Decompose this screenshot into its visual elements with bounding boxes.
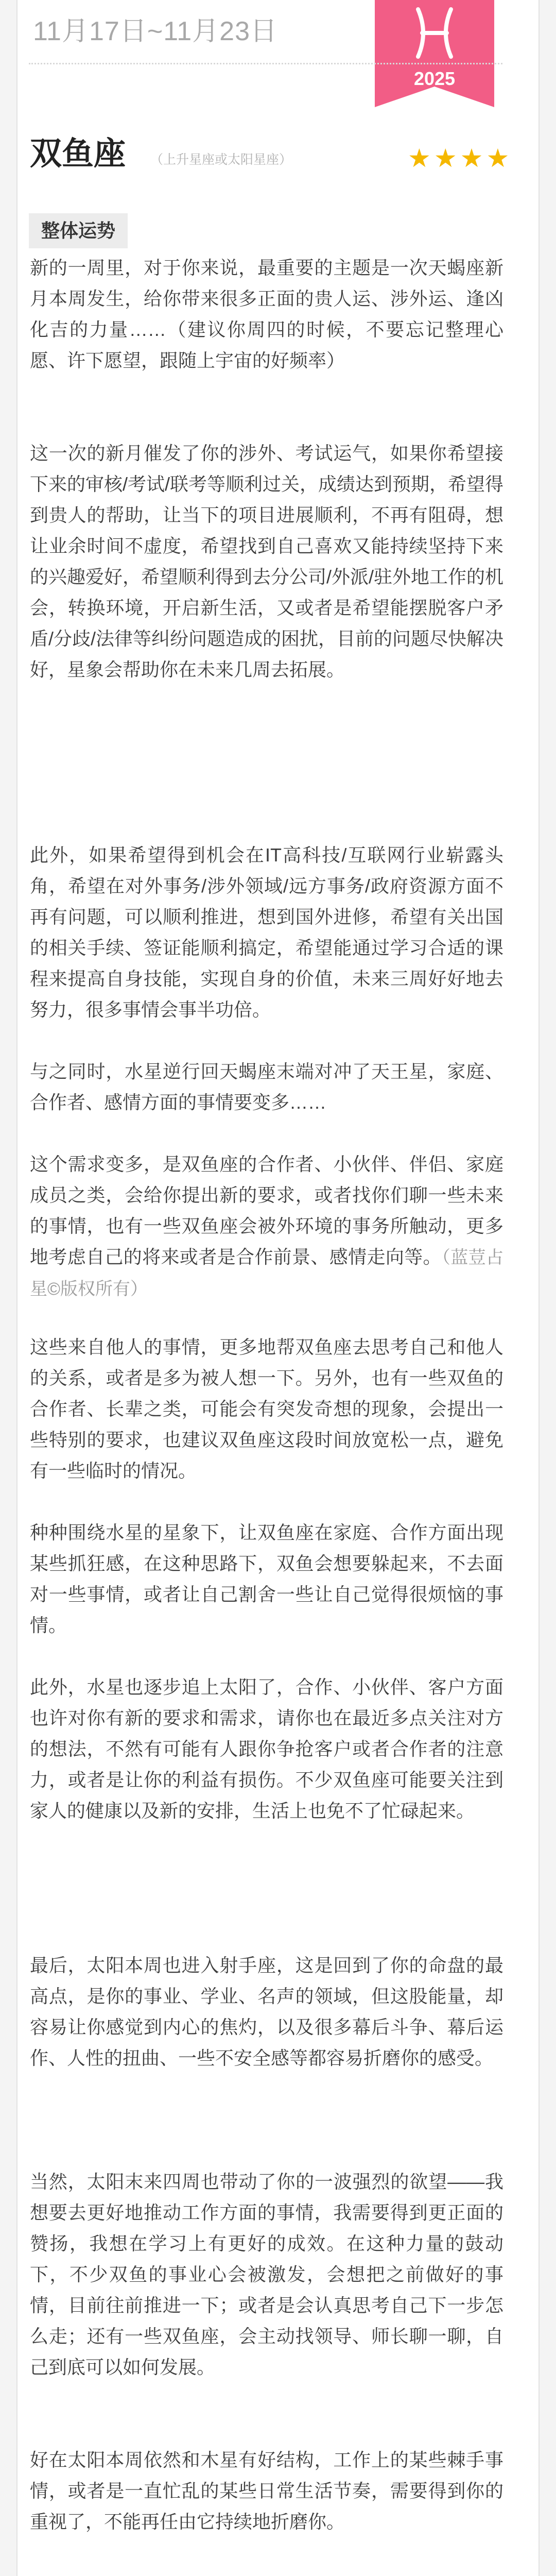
- overall-paragraph-8: 此外，水星也逐步追上太阳了，合作、小伙伴、客户方面也许对你有新的要求和需求，请你也在最近多点关注对方的想法，不然有可能有人跟你争抢客户或者合作者的注意力，或者是让你的利益有损伤。不少双鱼座可能要关注到家人的健康以及新的安排，生活上也免不了忙碌起来。: [30, 1676, 503, 1821]
- overall-paragraph-7: 种种围绕水星的星象下，让双鱼座在家庭、合作方面出现某些抓狂感，在这种思路下，双鱼会想要躲起来，不去面对一些事情，或者让自己割舍一些让自己觉得很烦恼的事情。: [30, 1522, 503, 1636]
- overall-paragraph-11: 好在太阳本周依然和木星有好结构，工作上的某些棘手事情，或者是一直忙乱的某些日常生活节奏，需要得到你的重视了，不能再任由它持续地折磨你。: [30, 2449, 503, 2532]
- badge-ribbon-shape: [375, 0, 494, 107]
- overall-paragraph-5: [30, 1149, 503, 1304]
- badge-year: 2025: [413, 68, 456, 89]
- overall-paragraph-5-text: 这个需求变多，是双鱼座的合作者、小伙伴、伴侣、家庭成员之类，会给你提出新的要求，或者找你们聊一些未来的事情，也有一些双鱼座会被外环境的事务所触动，更多地考虑自己的将来或者是合作前景、感情走向等。: [30, 1154, 503, 1267]
- overall-paragraph-4: 与之同时，水星逆行回天蝎座末端对冲了天王星，家庭、合作者、感情方面的事情要变多……: [30, 1061, 503, 1113]
- date-range: 11月17日~11月23日: [33, 16, 278, 46]
- overall-paragraph-1: 新的一周里，对于你来说，最重要的主题是一次天蝎座新月本周发生，给你带来很多正面的贵人运、涉外运、逢凶化吉的力量……（建议你周四的时候，不要忘记整理心愿、许下愿望，跟随上宇宙的好频率）: [30, 257, 503, 371]
- overall-paragraph-10: 当然，太阳末来四周也带动了你的一波强烈的欲望——我想要去更好地推动工作方面的事情，我需要得到更正面的赞扬，我想在学习上有更好的成效。在这种力量的鼓动下，不少双鱼的事业心会被激发，会想把之前做好的事情，目前往前推进一下；或者是会认真思考自己下一步怎么走；还有一些双鱼座，会主动找领导、师长聊一聊，自己到底可以如何发展。: [30, 2171, 503, 2378]
- copyright-note: （蓝荳占星©版权所有）: [30, 1248, 503, 1299]
- sign-note: （上升星座或太阳星座）: [150, 152, 292, 167]
- overall-paragraph-9: 最后，太阳本周也进入射手座，这是回到了你的命盘的最高点，是你的事业、学业、名声的领域，但这股能量，却容易让你感觉到内心的焦灼，以及很多幕后斗争、幕后运作、人性的扭曲、一些不安全感等都容易折磨你的感受。: [30, 1955, 503, 2069]
- year-badge: [375, 0, 494, 107]
- overall-paragraph-3: 此外，如果希望得到机会在IT高科技/互联网行业崭露头角，希望在对外事务/涉外领域/远方事务/政府资源方面不再有问题，可以顺利推进，想到国外进修，希望有关出国的相关手续、签证能顺利搞定，希望能通过学习合适的课程来提高自身技能，实现自身的价值，未来三周好好地去努力，很多事情会事半功倍。: [30, 844, 503, 1020]
- section-tag-overall: 整体运势: [29, 213, 128, 248]
- overall-paragraph-2: 这一次的新月催发了你的涉外、考试运气，如果你希望接下来的审核/考试/联考等顺利过关，成绩达到预期，希望得到贵人的帮助，让当下的项目进展顺利，不再有阻碍，想让业余时间不虚度，希望找到自己喜欢又能持续坚持下来的兴趣爱好，希望顺利得到去分公司/外派/驻外地工作的机会，转换环境，开启新生活，又或者是希望能摆脱客户矛盾/分歧/法律等纠纷问题造成的困扰，目前的问题尽快解决好，星象会帮助你在未来几周去拓展。: [30, 443, 504, 680]
- sign-title: 双鱼座: [30, 136, 126, 172]
- rating-stars: ★★★★: [408, 144, 513, 173]
- overall-paragraph-6: 这些来自他人的事情，更多地帮双鱼座去思考自己和他人的关系，或者是多为被人想一下。另外，也有一些双鱼的合作者、长辈之类，可能会有突发奇想的现象，会提出一些特别的要求，也建议双鱼座这段时间放宽松一点，避免有一些临时的情况。: [30, 1336, 503, 1481]
- header-divider: [29, 63, 502, 64]
